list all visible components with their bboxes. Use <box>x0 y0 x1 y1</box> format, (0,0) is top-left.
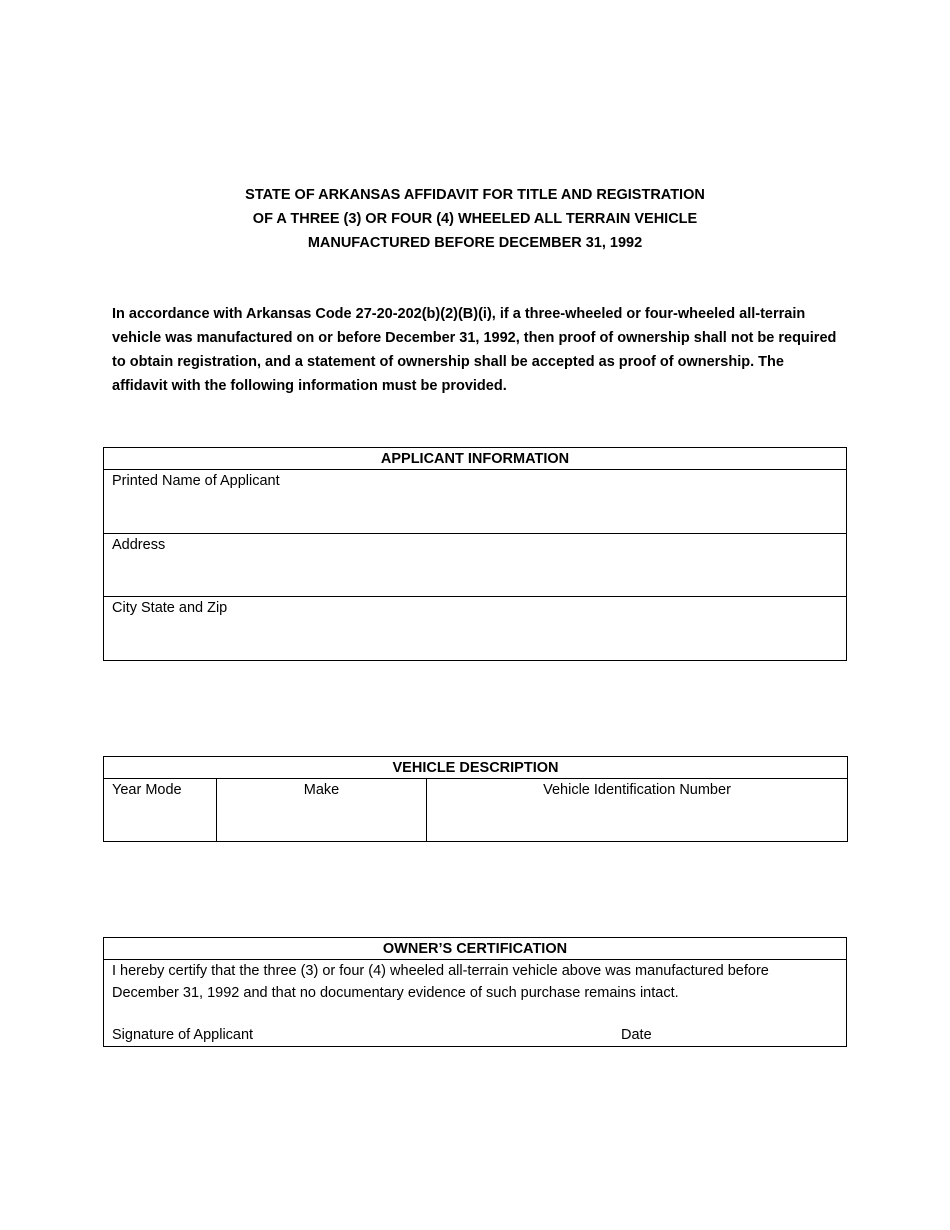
year-model-label: Year Mode <box>112 782 182 798</box>
applicant-information-table <box>103 447 847 661</box>
make-field[interactable] <box>217 779 427 842</box>
title-line-3: MANUFACTURED BEFORE DECEMBER 31, 1992 <box>307 235 643 251</box>
signature-field[interactable]: Signature of Applicant <box>112 1027 254 1043</box>
address-field[interactable] <box>104 533 847 597</box>
applicant-section-header: APPLICANT INFORMATION <box>104 448 847 470</box>
document-title <box>0 183 950 255</box>
vehicle-section-header: VEHICLE DESCRIPTION <box>104 757 848 779</box>
title-line-2: OF A THREE (3) OR FOUR (4) WHEELED ALL TERRAIN VEHICLE <box>252 211 698 227</box>
owner-certification-table <box>103 937 847 1047</box>
address-label: Address <box>112 536 166 553</box>
certification-statement: I hereby certify that the three (3) or four (4) wheeled all-terrain vehicle above was manufactured before December 31, 1992 and that no documentary evidence of such purchase remains intact. <box>112 963 769 1001</box>
vehicle-description-table <box>103 756 848 842</box>
date-field[interactable]: Date <box>621 1027 652 1043</box>
intro-paragraph: In accordance with Arkansas Code 27-20-202(b)(2)(B)(i), if a three-wheeled or four-wheeled all-terrain vehicle was manufactured on or before December 31, 1992, then proof of ownership shall not be required to obtain registration, and a statement of ownership shall be accepted as proof of ownership. The affidavit with the following information must be provided. <box>112 306 837 394</box>
signature-row <box>112 1024 838 1046</box>
vin-field[interactable] <box>427 779 848 842</box>
year-model-field[interactable] <box>104 779 217 842</box>
printed-name-field[interactable] <box>104 470 847 534</box>
printed-name-label: Printed Name of Applicant <box>112 473 280 489</box>
vin-label: Vehicle Identification Number <box>543 782 731 798</box>
owner-section-header: OWNER’S CERTIFICATION <box>104 938 847 960</box>
city-state-zip-label: City State and Zip <box>112 600 228 616</box>
certification-cell <box>104 960 847 1047</box>
make-label: Make <box>303 782 340 798</box>
city-state-zip-field[interactable] <box>104 597 847 661</box>
title-line-1: STATE OF ARKANSAS AFFIDAVIT FOR TITLE AND REGISTRATION <box>245 187 705 203</box>
